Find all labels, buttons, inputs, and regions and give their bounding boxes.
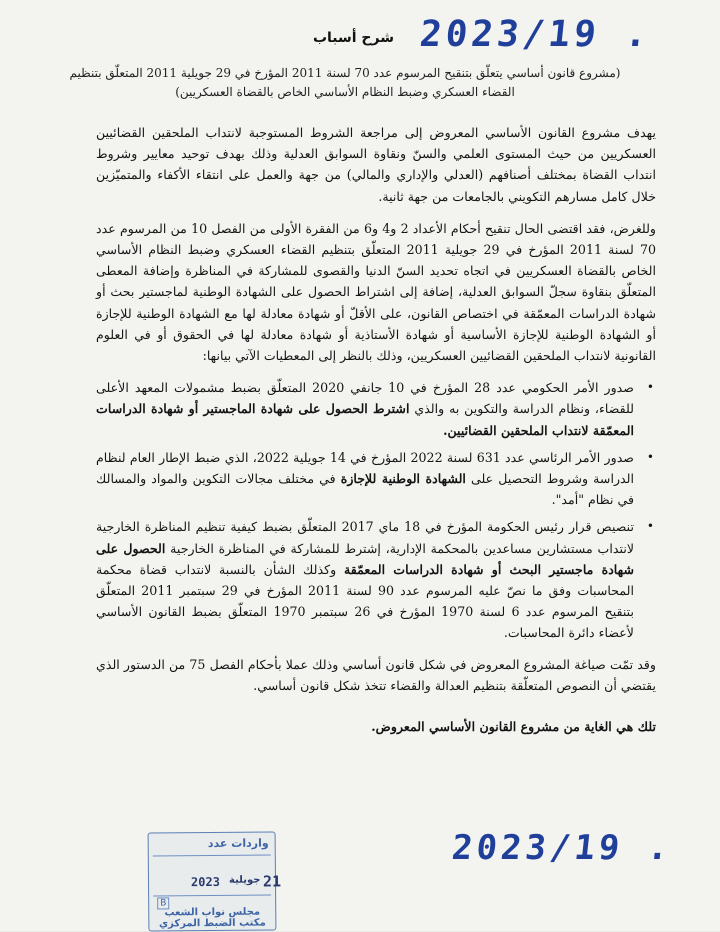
- stamp-header: واردات عدد: [207, 836, 269, 851]
- document-title: شرح أسباب: [312, 30, 394, 46]
- paragraph-conclusion: تلك هي الغاية من مشروع القانون الأساسي المعروض.: [371, 719, 656, 735]
- stamp-divider: [153, 894, 271, 896]
- list-item-text: تنصيص قرار رئيس الحكومة المؤرخ في 18 ماي 2017 المتعلّق بضبط كيفية تنظيم المناظرة الخارجية لانتداب مستشارين مساعدين بالمحكمة الإدارية، إشترط للمشاركة في المناظرة الخارجية: [96, 519, 635, 556]
- stamp-date: [157, 872, 282, 891]
- stamp-organization: مجلس نواب الشعب: [164, 906, 261, 919]
- paragraph-objective: يهدف مشروع القانون الأساسي المعروض إلى مراجعة الشروط المستوجبة لانتداب الملحقين القضائيين العسكريين من حيث المستوى العلمي والسنّ ونقاوة السوابق العدلية وذلك بهدف توحيد معايير وشروط انتداب القضاة بمختلف أصنافهم (العدلي والإداري والمالي) من جهة والعمل على انتقاء الأكفاء والمتميّزين خلال كامل مسارهم التكويني بالجامعات من جهة ثانية.: [96, 125, 656, 204]
- list-item-text: صدور الأمر الرئاسي عدد 631 لسنة 2022 المؤرخ في 14 جويلية 2022، الذي ضبط الإطار العام لنظام الدراسة وشروط التحصيل على: [96, 449, 634, 487]
- list-item-text: وكذلك الشأن بالنسبة لانتداب قضاة محكمة المحاسبات وفق ما نصّ عليه المرسوم عدد 90 لسنة 2011 المؤرخ في 29 سبتمبر 2011 المتعلّق بتنقيح المرسوم عدد 6 لسنة 1970 المؤرخ في 26 سبتمبر 1970 المتعلّق بضبط القانون الأساسي لأعضاء دائرة المحاسبات.: [96, 561, 634, 641]
- document-subtitle: (مشروع قانون أساسي يتعلّق بتنقيح المرسوم عدد 70 لسنة 2011 المؤرخ في 29 جويلية 2011 المتعلّق بتنظيم القضاء العسكري وضبط النظام الأساسي الخاص بالقضاة العسكريين): [69, 66, 621, 99]
- reference-number-top: 2023/19 .: [417, 14, 654, 55]
- bullet-icon: •: [646, 380, 654, 395]
- bullet-icon: •: [646, 519, 654, 534]
- stamp-letter: B: [157, 897, 169, 909]
- stamp-year: 2023: [190, 874, 220, 890]
- stamp-month: جويلية: [228, 874, 261, 886]
- stamp-day: 21: [262, 872, 282, 891]
- bullet-icon: •: [646, 449, 654, 464]
- document-body: [96, 122, 656, 748]
- list-item-emphasis: الحصول على شهادة ماجستير البحث أو شهادة الدراسات المعمّقة: [96, 540, 634, 577]
- list-item: [96, 447, 654, 511]
- list-item-text: صدور الأمر الحكومي عدد 28 المؤرخ في 10 جانفي 2020 المتعلّق بضبط مشمولات المعهد الأعلى للقضاء، ونظام الدراسة والتكوين به والذي: [96, 380, 635, 417]
- stamp-divider: [153, 854, 271, 856]
- list-item-emphasis: اشترط الحصول على شهادة الماجستير أو شهادة الدراسات المعمّقة لانتداب الملحقين القضائيين.: [96, 401, 634, 438]
- list-item-text: في مختلف مجالات التكوين والمواد والمسالك في نظام "أمد".: [96, 471, 634, 508]
- paragraph-amendment: وللغرض، فقد اقتضى الحال تنقيح أحكام الأعداد 2 و4 و6 من الفقرة الأولى من الفصل 10 من المرسوم عدد 70 لسنة 2011 المؤرخ في 29 جويلية 2011 المتعلّق بتنظيم القضاء العسكري وضبط النظام الأساسي الخاص بالقضاة العسكريين في اتجاه تحديد السنّ الدنيا والقصوى للمشاركة في المناظرة وإضافة المعطى المتعلّق بنقاوة سجلّ السوابق العدلية، إضافة إلى اشتراط الحصول على الشهادة الوطنية لماجستير بحث أو شهادة الدراسات المعمّقة في اختصاص القانون، على الأقلّ أو شهادة معادلة لها مع الشهادة الوطنية للإجازة أو الشهادة الوطنية للإجازة الأساسية أو شهادة الأستاذية أو شهادة معادلة لها في الحقوق أو في العلوم القانونية لانتداب الملحقين القضائيين العسكريين، وذلك بالنظر إلى المعطيات الآتي بيانها:: [96, 220, 657, 364]
- list-item-emphasis: الشهادة الوطنية للإجازة: [340, 471, 466, 487]
- list-item: [96, 516, 654, 643]
- justification-list: [96, 377, 656, 643]
- list-item: [96, 377, 654, 441]
- reference-number-bottom: 2023/19 .: [449, 828, 675, 868]
- stamp-office: مكتب الضبط المركزي: [158, 917, 266, 930]
- paragraph-constitution: وقد تمّت صياغة المشروع المعروض في شكل قانون أساسي وذلك عملا بأحكام الفصل 75 من الدستور الذي يقتضي أن النصوص المتعلّقة بتنظيم العدالة والقضاء تتخذ شكل قانون أساسي.: [96, 656, 656, 693]
- reception-stamp: [148, 831, 282, 931]
